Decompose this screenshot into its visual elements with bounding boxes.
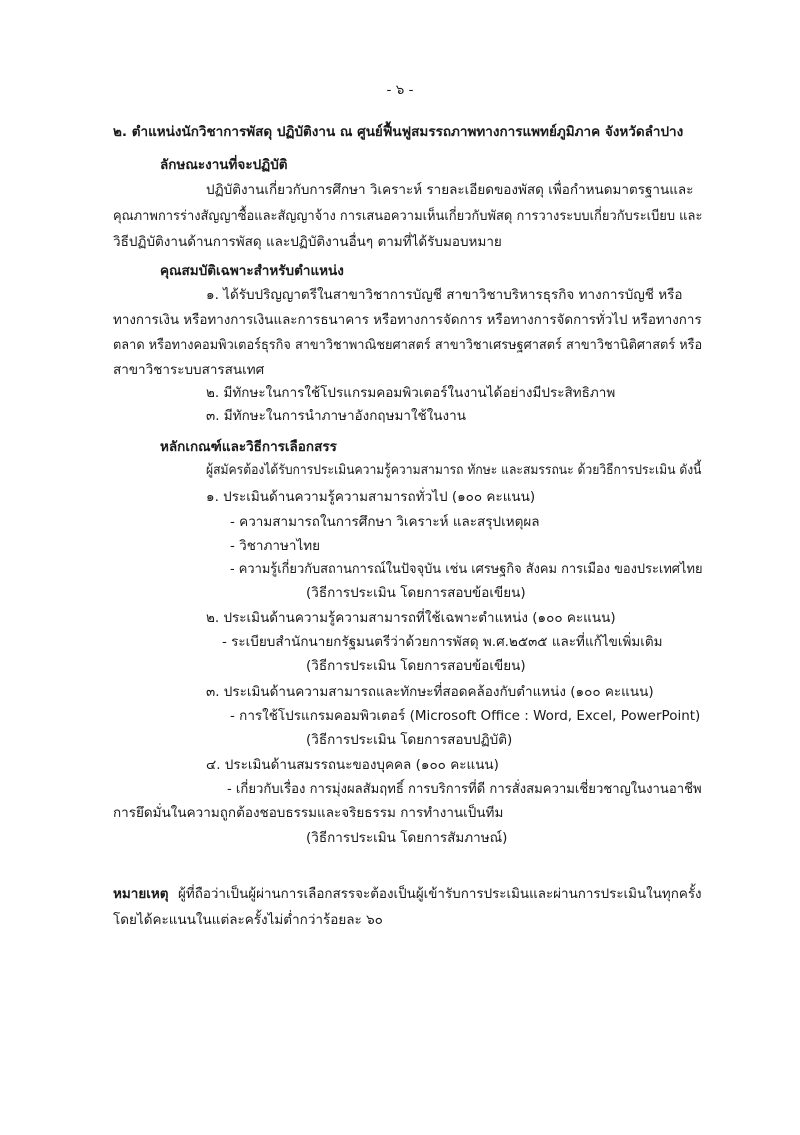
note-line: โดยได้คะแนนในแต่ละครั้งไม่ต่ำกว่าร้อยละ ๖๐ xyxy=(113,912,383,928)
selection-line: - เกี่ยวกับเรื่อง การมุ่งผลสัมฤทธิ์ การบริการที่ดี การสั่งสมความเชี่ยวชาญในงานอาชีพ xyxy=(227,781,702,797)
note-label: หมายเหตุ xyxy=(113,886,169,902)
qualification-line: สาขาวิชาระบบสารสนเทศ xyxy=(113,362,265,378)
duties-line: ปฏิบัติงานเกี่ยวกับการศึกษา วิเคราะห์ รายละเอียดของพัสดุ เพื่อกำหนดมาตรฐานและ xyxy=(206,182,694,198)
qualifications-title: คุณสมบัติเฉพาะสำหรับตำแหน่ง xyxy=(160,263,344,279)
selection-line: - ความรู้เกี่ยวกับสถานการณ์ในปัจจุบัน เช่น เศรษฐกิจ สังคม การเมือง ของประเทศไทย xyxy=(230,561,703,577)
note-line: ผู้ที่ถือว่าเป็นผู้ผ่านการเลือกสรรจะต้องเป็นผู้เข้ารับการประเมินและผ่านการประเมินในทุกครั้ง xyxy=(178,886,702,902)
selection-line: ๒. ประเมินด้านความรู้ความสามารถที่ใช้เฉพาะตำแหน่ง (๑๐๐ คะแนน) xyxy=(206,610,616,626)
selection-line: (วิธีการประเมิน โดยการสอบข้อเขียน) xyxy=(306,658,526,674)
duties-title: ลักษณะงานที่จะปฏิบัติ xyxy=(160,157,288,173)
selection-line: ผู้สมัครต้องได้รับการประเมินความรู้ความสามารถ ทักษะ และสมรรถนะ ด้วยวิธีการประเมิน ดังนี้ xyxy=(206,462,702,478)
qualification-line: ตลาด หรือทางคอมพิวเตอร์ธุรกิจ สาขาวิชาพาณิชยศาสตร์ สาขาวิชาเศรษฐศาสตร์ สาขาวิชานิติศาสตร์ หรือ xyxy=(113,337,703,353)
section-heading: ๒. ตำแหน่งนักวิชาการพัสดุ ปฏิบัติงาน ณ ศูนย์ฟื้นฟูสมรรถภาพทางการแพทย์ภูมิภาค จังหวัดลำปาง xyxy=(113,124,684,140)
qualification-line: ทางการเงิน หรือทางการเงินและการธนาคาร หรือทางการจัดการ หรือทางการจัดการทั่วไป หรือทางการ xyxy=(113,312,702,328)
qualification-line: ๑. ได้รับปริญญาตรีในสาขาวิชาการบัญชี สาขาวิชาบริหารธุรกิจ ทางการบัญชี หรือ xyxy=(206,287,683,303)
selection-title: หลักเกณฑ์และวิธีการเลือกสรร xyxy=(160,439,337,455)
qualification-line: ๒. มีทักษะในการใช้โปรแกรมคอมพิวเตอร์ในงานได้อย่างมีประสิทธิภาพ xyxy=(206,385,616,401)
selection-line: (วิธีการประเมิน โดยการสอบปฏิบัติ) xyxy=(306,732,513,748)
duties-line: วิธีปฏิบัติงานด้านการพัสดุ และปฏิบัติงานอื่นๆ ตามที่ได้รับมอบหมาย xyxy=(113,234,502,250)
qualification-line: ๓. มีทักษะในการนำภาษาอังกฤษมาใช้ในงาน xyxy=(206,408,466,424)
selection-line: - การใช้โปรแกรมคอมพิวเตอร์ (Microsoft Office : Word, Excel, PowerPoint) xyxy=(230,708,701,724)
selection-line: ๓. ประเมินด้านความสามารถและทักษะที่สอดคล้องกับตำแหน่ง (๑๐๐ คะแนน) xyxy=(206,684,654,700)
selection-line: ๑. ประเมินด้านความรู้ความสามารถทั่วไป (๑๐๐ คะแนน) xyxy=(206,489,536,505)
selection-line: การยึดมั่นในความถูกต้องชอบธรรมและจริยธรรม การทำงานเป็นทีม xyxy=(113,805,504,821)
duties-line: คุณภาพการร่างสัญญาซื้อและสัญญาจ้าง การเสนอความเห็นเกี่ยวกับพัสดุ การวางระบบเกี่ยวกับระเบียบ และ xyxy=(113,208,703,224)
selection-line: - ความสามารถในการศึกษา วิเคราะห์ และสรุปเหตุผล xyxy=(230,514,540,530)
selection-line: ๔. ประเมินด้านสมรรถนะของบุคคล (๑๐๐ คะแนน) xyxy=(206,757,499,773)
selection-line: (วิธีการประเมิน โดยการสัมภาษณ์) xyxy=(306,830,508,846)
page-number: - ๖ - xyxy=(386,82,414,98)
selection-line: (วิธีการประเมิน โดยการสอบข้อเขียน) xyxy=(306,585,526,601)
selection-line: - วิชาภาษาไทย xyxy=(230,538,321,554)
selection-line: - ระเบียบสำนักนายกรัฐมนตรีว่าด้วยการพัสดุ พ.ศ.๒๕๓๕ และที่แก้ไขเพิ่มเติม xyxy=(222,634,663,650)
